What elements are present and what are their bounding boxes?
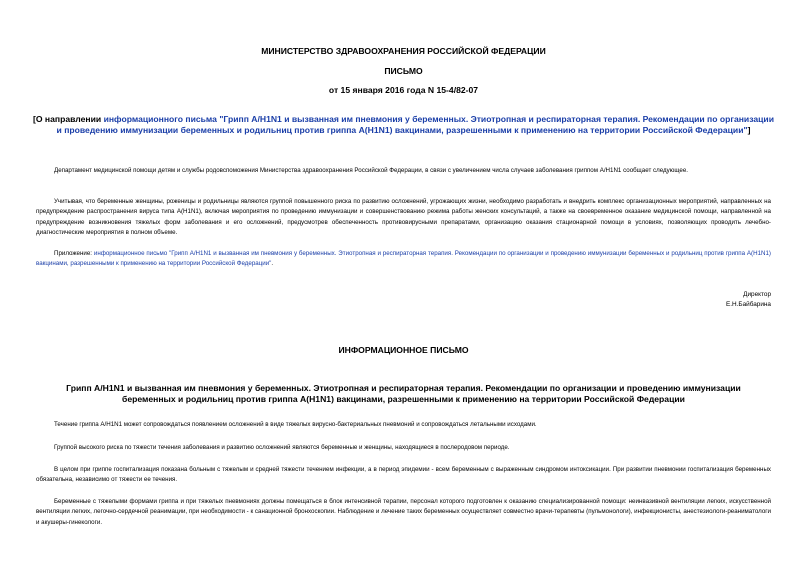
attachment-link[interactable]: информационное письмо "Грипп A/H1N1 и вызванная им пневмония у беременных. Этиотропная и респираторная терапия. Рекомендации по организации и проведению иммунизации беременных и родильниц против гриппа A(H1N1) вакцинами, разрешенными к применению на территории Российской Федерации" [36, 250, 771, 268]
attachment-paragraph: Приложение: информационное письмо "Грипп A/H1N1 и вызванная им пневмония у беременных. Этиотропная и респираторная терапия. Рекомендации по организации и проведению иммунизации беременных и родильниц против гриппа A(H1N1) вакцинами, разрешенными к применению на территории Российской Федерации". [36, 250, 771, 268]
info-letter-subtitle: Грипп A/H1N1 и вызванная им пневмония у беременных. Этиотропная и респираторная терапия. Рекомендации по организации и проведению иммунизации беременных и родильниц против гриппа A(H1N1) вакцинами, разрешенными к применению на территории Российской Федерации [66, 383, 741, 404]
subject-suffix: ] [747, 125, 751, 135]
body-paragraph-2: Учитывая, что беременные женщины, роженицы и родильницы являются группой повышенного риска по развитию осложнений, угрожающих жизни, необходимо разработать и внедрить комплекс организационных мероприятий, направленных на предупреждение распространения вируса типа A(H1N1), включая мероприятия по проведению иммунизации и совершенствованию режима работы женских консультаций, а также на своевременное оказание медицинской помощи, направленной на предупреждение возникновения тяжелых форм заболевания и его осложнений, предусмотрев обеспеченность противовирусными препаратами, организацию оказания стационарной помощи в условиях, позволяющих проводить лечебно-диагностические мероприятия в полном объеме. [36, 198, 771, 237]
document-type: ПИСЬМО [384, 66, 423, 76]
document-subject [30, 114, 777, 136]
subject-prefix: [О направлении [32, 114, 104, 124]
info-paragraph-3: В целом при гриппе госпитализация показана больным с тяжелым и средней тяжести течением инфекции, а в период эпидемии - всем беременным с выраженным синдромом интоксикации. При развитии пневмонии госпитализация беременных обязательна, независимо от тяжести ее течения. [36, 466, 771, 484]
body-paragraph-1: Департамент медицинской помощи детям и службы родовспоможения Министерства здравоохранения Российской Федерации, в связи с увеличением числа случаев заболевания гриппом A/H1N1 сообщает следующее. [54, 167, 688, 174]
ministry-heading: МИНИСТЕРСТВО ЗДРАВООХРАНЕНИЯ РОССИЙСКОЙ ФЕДЕРАЦИИ [261, 46, 546, 56]
info-letter-title: ИНФОРМАЦИОННОЕ ПИСЬМО [338, 345, 469, 355]
subject-link[interactable]: информационного письма "Грипп A/H1N1 и вызванная им пневмония у беременных. Этиотропная и респираторная терапия. Рекомендации по организации и проведению иммунизации беременных и родильниц против гриппа A(H1N1) вакцинами, разрешенными к применению на территории Российской Федерации" [56, 114, 774, 135]
signature-block [726, 290, 771, 310]
info-paragraph-1: Течение гриппа A/H1N1 может сопровождаться появлением осложнений в виде тяжелых вирусно-бактериальных пневмоний и сопровождаться летальными исходами. [54, 421, 537, 428]
signature-position: Директор [743, 291, 771, 298]
info-paragraph-4: Беременные с тяжелыми формами гриппа и при тяжелых пневмониях должны помещаться в блок интенсивной терапии, персонал которого подготовлен к оказанию специализированной помощи: неинвазивной вентиляции легких, искусственной вентиляции легких, легочно-сердечной реанимации, при необходимости - к санационной бронхоскопии. Наблюдение и лечение таких беременных осуществляет совместно врачи-терапевты (пульмонологи), инфекционисты, анестезиологи-реаниматологи и акушеры-гинекологи. [36, 498, 771, 526]
info-paragraph-2: Группой высокого риска по тяжести течения заболевания и развитию осложнений являются беременные и женщины, находящиеся в послеродовом периоде. [54, 444, 510, 451]
signature-name: Е.Н.Байбарина [725, 301, 771, 308]
document-date-number: от 15 января 2016 года N 15-4/82-07 [328, 85, 479, 95]
